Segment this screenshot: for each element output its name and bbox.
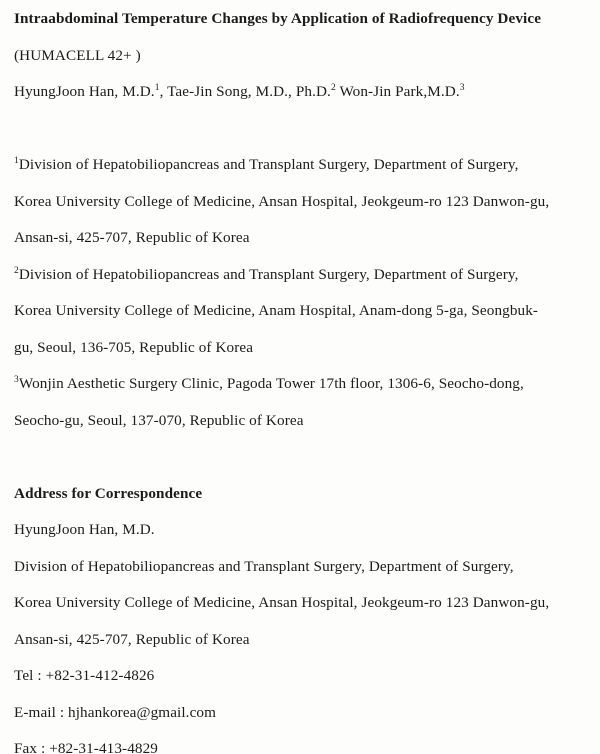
affiliation-2-mark: 2 (14, 265, 19, 276)
blank-line-2 (14, 439, 584, 476)
affiliation-1-line-3: Ansan-si, 425-707, Republic of Korea (14, 229, 250, 246)
author-1-affiliation-mark: 1 (154, 82, 160, 93)
blank-line-1 (14, 111, 584, 148)
author-3: Won-Jin Park,M.D. (339, 83, 460, 100)
author-1: HyungJoon Han, M.D. (14, 83, 155, 100)
correspondence-email: E-mail : hjhankorea@gmail.com (14, 703, 217, 721)
author-3-affiliation-mark: 3 (459, 82, 465, 93)
affiliation-1-text-1: Division of Hepatobiliopancreas and Transplant Surgery, Department of Surgery, (18, 156, 519, 173)
affiliation-3-mark: 3 (14, 374, 19, 385)
author-2: Tae-Jin Song, M.D., Ph.D. (167, 83, 331, 100)
author-separator-1: , (159, 83, 168, 100)
correspondence-address-line-2: Korea University College of Medicine, Ansan Hospital, Jeokgeum-ro 123 Danwon-gu, (14, 594, 550, 611)
author-2-affiliation-mark: 2 (330, 82, 336, 93)
affiliation-1-line-2: Korea University College of Medicine, Ansan Hospital, Jeokgeum-ro 123 Danwon-gu, (14, 192, 550, 210)
affiliation-2-line-1 (14, 257, 584, 294)
affiliation-3-line-1 (14, 366, 584, 403)
correspondence-address-line-1: Division of Hepatobiliopancreas and Transplant Surgery, Department of Surgery, (14, 557, 514, 575)
affiliation-2-line-2: Korea University College of Medicine, Anam Hospital, Anam-dong 5-ga, Seongbuk- (14, 302, 539, 319)
correspondence-tel: Tel : +82-31-412-4826 (14, 667, 155, 684)
correspondence-heading: Address for Correspondence (14, 484, 203, 502)
authors-line (14, 74, 584, 111)
affiliation-1-mark: 1 (14, 155, 19, 166)
affiliation-3-line-2: Seocho-gu, Seoul, 137-070, Republic of Korea (14, 411, 304, 429)
affiliation-3-text-1: Wonjin Aesthetic Surgery Clinic, Pagoda Tower 17th floor, 1306-6, Seocho-dong, (18, 375, 524, 392)
paper-title-line-2: (HUMACELL 42+ ) (14, 46, 141, 64)
paper-title-line-1: Intraabdominal Temperature Changes by Application of Radiofrequency Device (14, 10, 542, 27)
correspondence-address-line-3: Ansan-si, 425-707, Republic of Korea (14, 630, 250, 648)
affiliation-2-text-1: Division of Hepatobiliopancreas and Transplant Surgery, Department of Surgery, (18, 265, 519, 283)
affiliation-1-line-1 (14, 147, 584, 184)
correspondence-name: HyungJoon Han, M.D. (14, 521, 155, 538)
affiliation-2-line-3: gu, Seoul, 136-705, Republic of Korea (14, 338, 254, 356)
correspondence-fax: Fax : +82-31-413-4829 (14, 740, 158, 754)
